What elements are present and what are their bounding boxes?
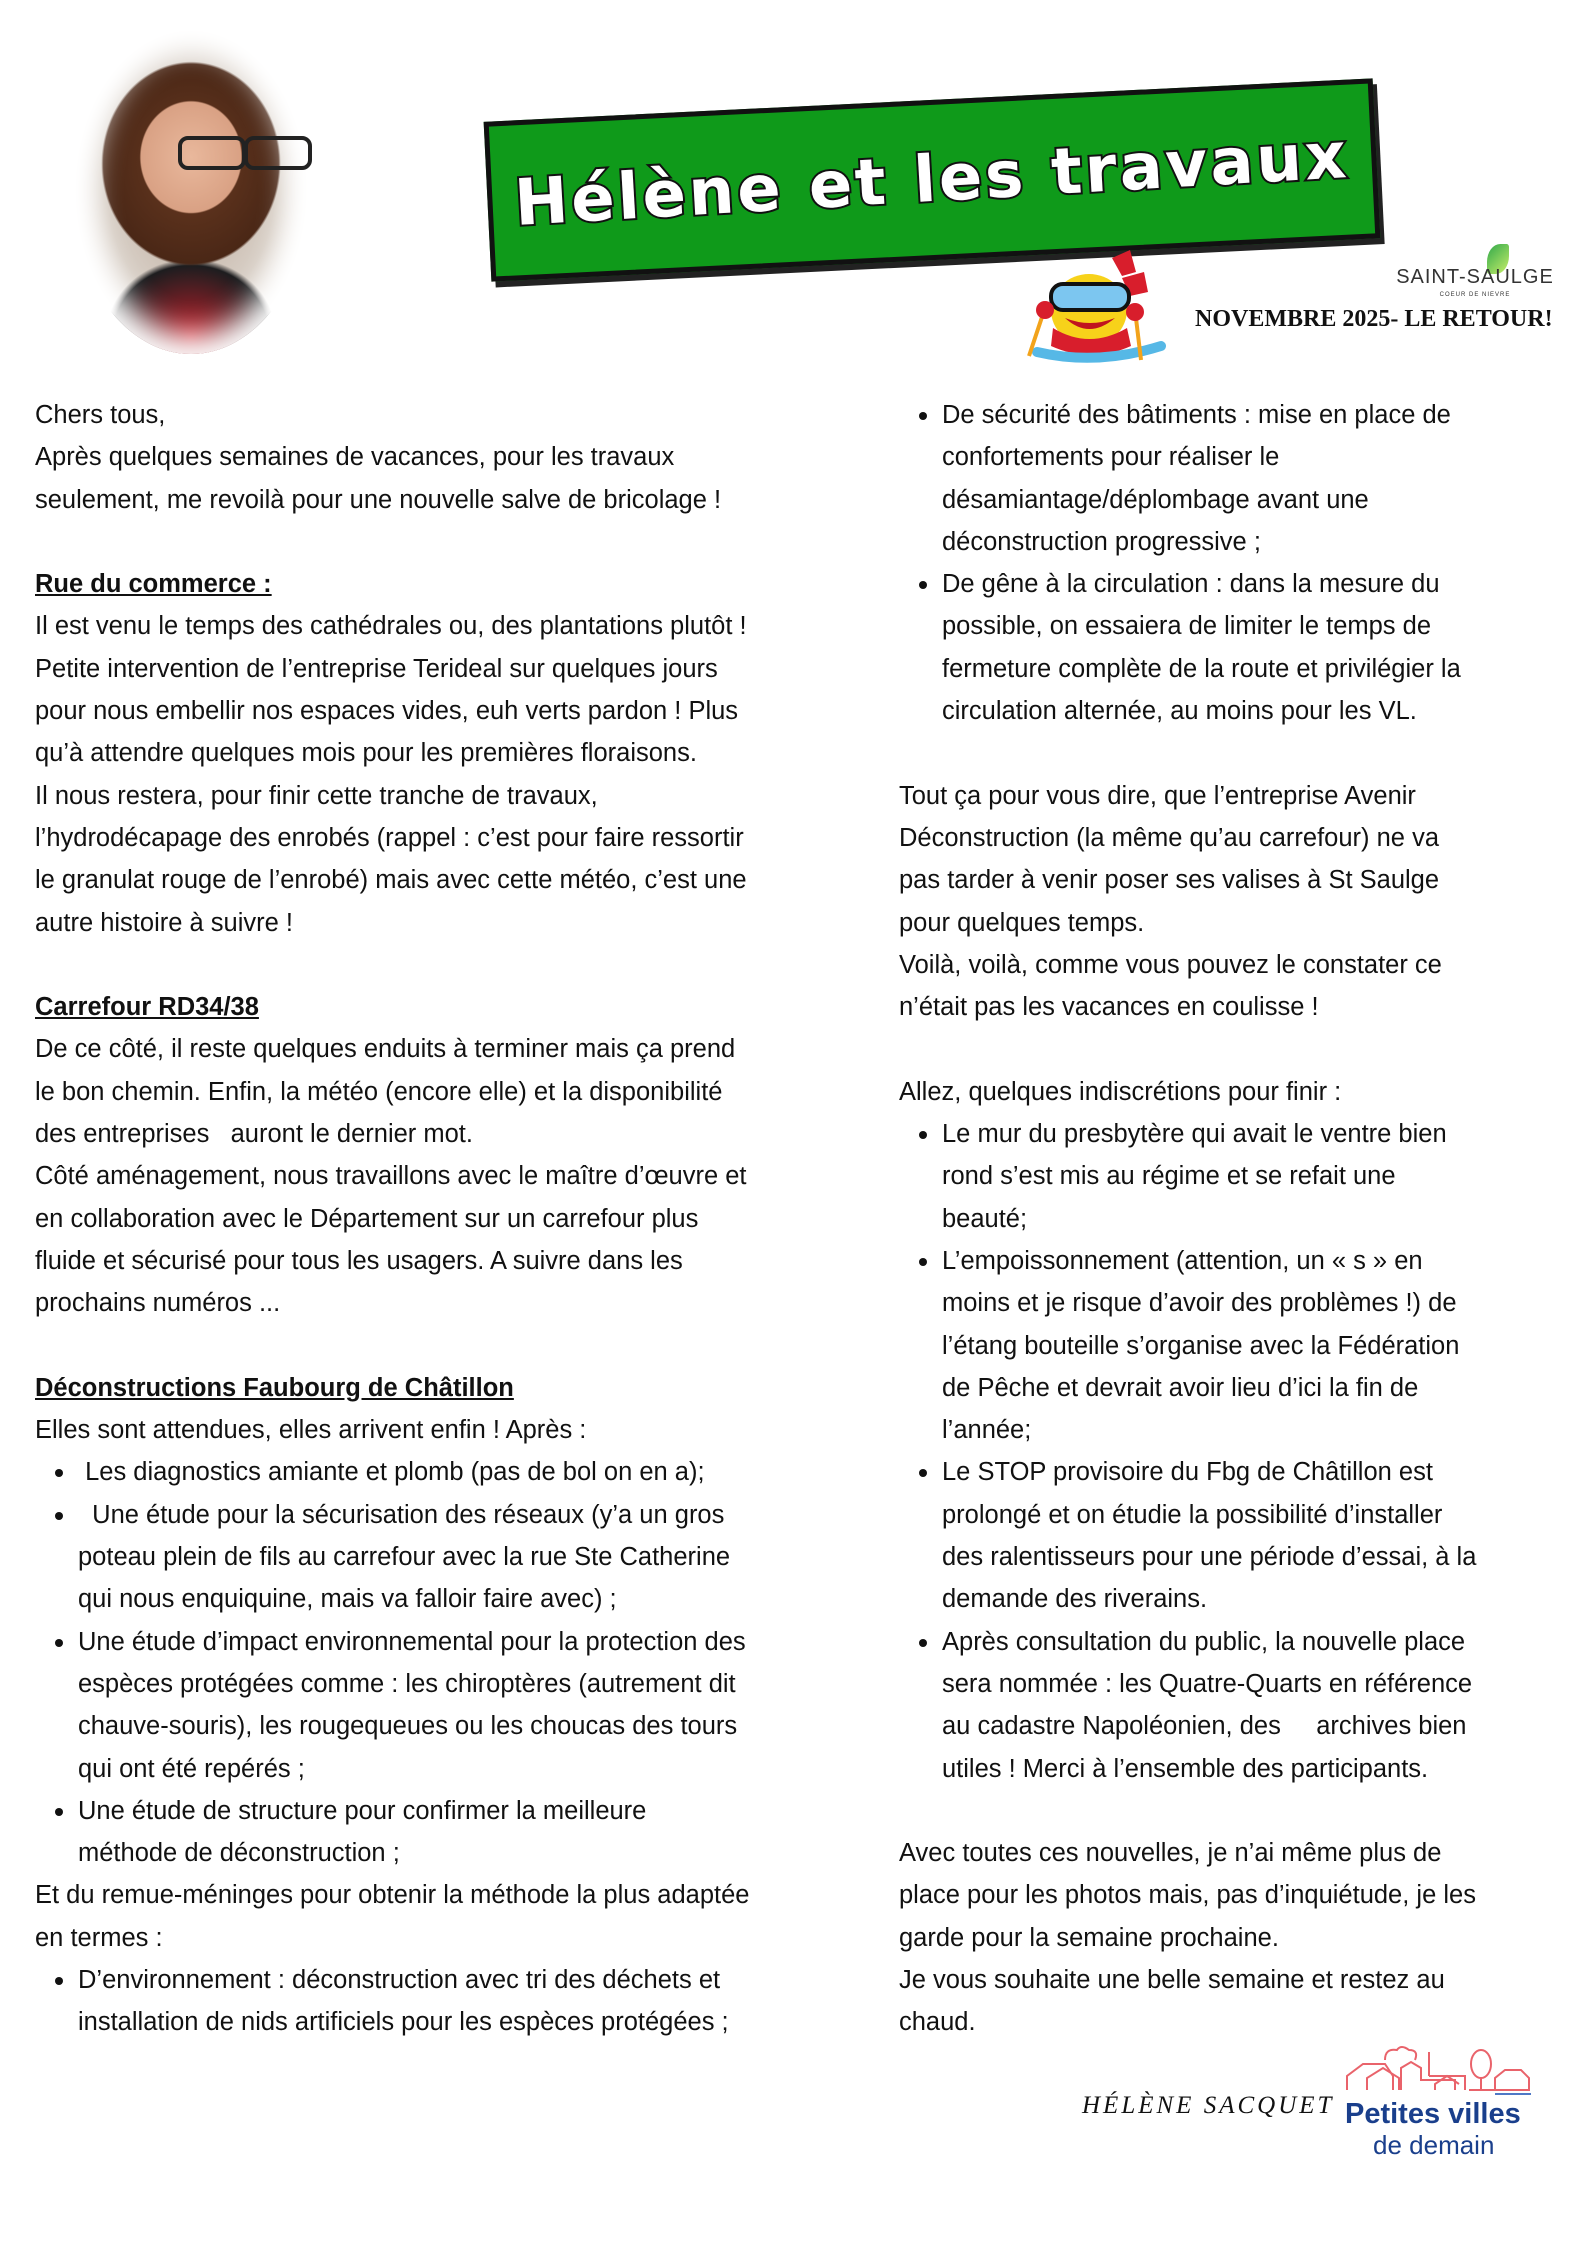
paragraph-line: Tout ça pour vous dire, que l’entreprise Avenir bbox=[899, 781, 1416, 810]
bullet-continuation: fermeture complète de la route et privilégier la bbox=[942, 654, 1461, 683]
bullet-continuation: l’année; bbox=[942, 1416, 1032, 1445]
bullet-item: Après consultation du public, la nouvelle place bbox=[899, 1621, 1569, 1663]
bullet-item: Les diagnostics amiante et plomb (pas de bol on en a); bbox=[35, 1451, 865, 1493]
bullet-continuation: l’étang bouteille s’organise avec la Fédération bbox=[942, 1331, 1460, 1360]
bullet-continuation: moins et je risque d’avoir des problèmes !) de bbox=[942, 1289, 1457, 1318]
logo-line-2: de demain bbox=[1373, 2130, 1495, 2160]
paragraph-line: Il nous restera, pour finir cette tranche de travaux, bbox=[35, 781, 598, 810]
paragraph-line: le bon chemin. Enfin, la météo (encore elle) et la disponibilité bbox=[35, 1077, 723, 1106]
section-heading: Carrefour RD34/38 bbox=[35, 993, 259, 1022]
spacer bbox=[35, 1325, 865, 1367]
bullet-continuation: espèces protégées comme : les chiroptères (autrement dit bbox=[78, 1669, 736, 1698]
bullet-item: De sécurité des bâtiments : mise en place de bbox=[899, 394, 1569, 436]
petites-villes-de-demain-logo bbox=[1345, 2046, 1535, 2164]
paragraph-line: Chers tous, bbox=[35, 401, 166, 429]
paragraph-line: Je vous souhaite une belle semaine et restez au bbox=[899, 1965, 1445, 1994]
paragraph-line: l’hydrodécapage des enrobés (rappel : c’est pour faire ressortir bbox=[35, 823, 744, 852]
bullet-item: De gêne à la circulation : dans la mesure du bbox=[899, 563, 1569, 605]
paragraph-line: Elles sont attendues, elles arrivent enfin ! Après : bbox=[35, 1416, 587, 1445]
bullet-continuation: confortements pour réaliser le bbox=[942, 443, 1280, 472]
bullet-continuation: circulation alternée, au moins pour les VL. bbox=[942, 697, 1417, 726]
bullet-item: Le mur du presbytère qui avait le ventre bien bbox=[899, 1113, 1569, 1155]
spacer bbox=[35, 944, 865, 986]
bullet-continuation: poteau plein de fils au carrefour avec la rue Ste Catherine bbox=[78, 1543, 731, 1572]
logo-name: SAINT-SAULGE bbox=[1396, 266, 1554, 288]
bullet-continuation: installation de nids artificiels pour les espèces protégées ; bbox=[78, 2008, 729, 2037]
bullet-continuation: désamiantage/déplombage avant une bbox=[942, 485, 1369, 514]
bullet-item: L’empoissonnement (attention, un « s » en bbox=[899, 1240, 1569, 1282]
paragraph-line: pas tarder à venir poser ses valises à St Saulge bbox=[899, 866, 1440, 895]
paragraph-line: seulement, me revoilà pour une nouvelle salve de bricolage ! bbox=[35, 485, 722, 514]
paragraph-line: le granulat rouge de l’enrobé) mais avec cette météo, c’est une bbox=[35, 866, 747, 895]
paragraph-line: n’était pas les vacances en coulisse ! bbox=[899, 993, 1319, 1022]
paragraph-line: Après quelques semaines de vacances, pour les travaux bbox=[35, 443, 675, 472]
paragraph-line: Et du remue-méninges pour obtenir la méthode la plus adaptée bbox=[35, 1881, 750, 1910]
paragraph-line: pour quelques temps. bbox=[899, 908, 1145, 937]
spacer bbox=[35, 521, 865, 563]
bullet-item: Le STOP provisoire du Fbg de Châtillon est bbox=[899, 1451, 1569, 1493]
section-heading: Déconstructions Faubourg de Châtillon bbox=[35, 1373, 514, 1402]
page-title: Hélène et les travaux bbox=[512, 119, 1352, 241]
right-column bbox=[899, 394, 1569, 2044]
bullet-continuation: chauve-souris), les rougequeues ou les choucas des tours bbox=[78, 1712, 738, 1741]
title-banner bbox=[484, 78, 1381, 281]
signature: HÉLÈNE SACQUET bbox=[1082, 2092, 1335, 2119]
paragraph-line: garde pour la semaine prochaine. bbox=[899, 1923, 1279, 1952]
bullet-continuation: rond s’est mis au régime et se refait une bbox=[942, 1162, 1396, 1191]
bullet-continuation: qui ont été repérés ; bbox=[78, 1754, 305, 1783]
logo-line-1: Petites villes bbox=[1345, 2098, 1521, 2130]
bullet-continuation: beauté; bbox=[942, 1204, 1028, 1233]
paragraph-line: des entreprises auront le dernier mot. bbox=[35, 1120, 473, 1149]
glasses-shape bbox=[178, 136, 246, 170]
bullet-continuation: prolongé et on étudie la possibilité d’installer bbox=[942, 1500, 1443, 1529]
paragraph-line: Avec toutes ces nouvelles, je n’ai même plus de bbox=[899, 1839, 1442, 1868]
paragraph-line: Il est venu le temps des cathédrales ou, des plantations plutôt ! bbox=[35, 612, 747, 641]
bullet-continuation: sera nommée : les Quatre-Quarts en référence bbox=[942, 1669, 1473, 1698]
section-heading: Rue du commerce : bbox=[35, 570, 272, 599]
left-column bbox=[35, 394, 865, 2044]
bullet-continuation: demande des riverains. bbox=[942, 1585, 1208, 1614]
bullet-continuation: qui nous enquiquine, mais va falloir faire avec) ; bbox=[78, 1585, 617, 1614]
paragraph-line: place pour les photos mais, pas d’inquiétude, je les bbox=[899, 1881, 1476, 1910]
logo-subtitle: COEUR DE NIEVRE bbox=[1439, 292, 1511, 298]
paragraph-line: en collaboration avec le Département sur un carrefour plus bbox=[35, 1204, 699, 1233]
bullet-continuation: au cadastre Napoléonien, des archives bien bbox=[942, 1712, 1467, 1741]
bullet-continuation: déconstruction progressive ; bbox=[942, 527, 1261, 556]
paragraph-line: prochains numéros ... bbox=[35, 1289, 281, 1318]
paragraph-line: Voilà, voilà, comme vous pouvez le constater ce bbox=[899, 950, 1442, 979]
spacer bbox=[899, 732, 1569, 774]
paragraph-line: Déconstruction (la même qu’au carrefour) ne va bbox=[899, 823, 1439, 852]
paragraph-line: chaud. bbox=[899, 2008, 976, 2037]
paragraph-line: Côté aménagement, nous travaillons avec le maître d’œuvre et bbox=[35, 1162, 747, 1191]
glasses-shape bbox=[244, 136, 312, 170]
bullet-item: Une étude d’impact environnemental pour la protection des bbox=[35, 1621, 865, 1663]
paragraph-line: autre histoire à suivre ! bbox=[35, 908, 293, 937]
spacer bbox=[899, 1790, 1569, 1832]
bullet-continuation: possible, on essaiera de limiter le temps de bbox=[942, 612, 1431, 641]
paragraph-line: en termes : bbox=[35, 1923, 163, 1952]
paragraph-line: De ce côté, il reste quelques enduits à terminer mais ça prend bbox=[35, 1035, 736, 1064]
bullet-item: Une étude pour la sécurisation des réseaux (y’a un gros bbox=[35, 1494, 865, 1536]
bullet-continuation: de Pêche et devrait avoir lieu d’ici la fin de bbox=[942, 1373, 1419, 1402]
paragraph-line: Allez, quelques indiscrétions pour finir : bbox=[899, 1077, 1342, 1106]
village-skyline-icon bbox=[1345, 2046, 1535, 2098]
paragraph-line: fluide et sécurisé pour tous les usagers. A suivre dans les bbox=[35, 1246, 683, 1275]
bullet-continuation: utiles ! Merci à l’ensemble des participants. bbox=[942, 1754, 1429, 1783]
spacer bbox=[899, 1028, 1569, 1070]
saint-saulge-logo bbox=[1395, 240, 1555, 310]
bullet-continuation: méthode de déconstruction ; bbox=[78, 1839, 400, 1868]
paragraph-line: qu’à attendre quelques mois pour les premières floraisons. bbox=[35, 739, 697, 768]
bullet-continuation: des ralentisseurs pour une période d’essai, à la bbox=[942, 1543, 1477, 1572]
bullet-item: Une étude de structure pour confirmer la meilleure bbox=[35, 1790, 865, 1832]
paragraph-line: Petite intervention de l’entreprise Terideal sur quelques jours bbox=[35, 654, 718, 683]
ski-mascot-icon bbox=[1017, 248, 1169, 364]
bullet-item: D’environnement : déconstruction avec tri des déchets et bbox=[35, 1959, 865, 2001]
issue-date: NOVEMBRE 2025- LE RETOUR! bbox=[1195, 306, 1553, 332]
paragraph-line: pour nous embellir nos espaces vides, euh verts pardon ! Plus bbox=[35, 697, 739, 726]
author-photo bbox=[72, 26, 310, 354]
